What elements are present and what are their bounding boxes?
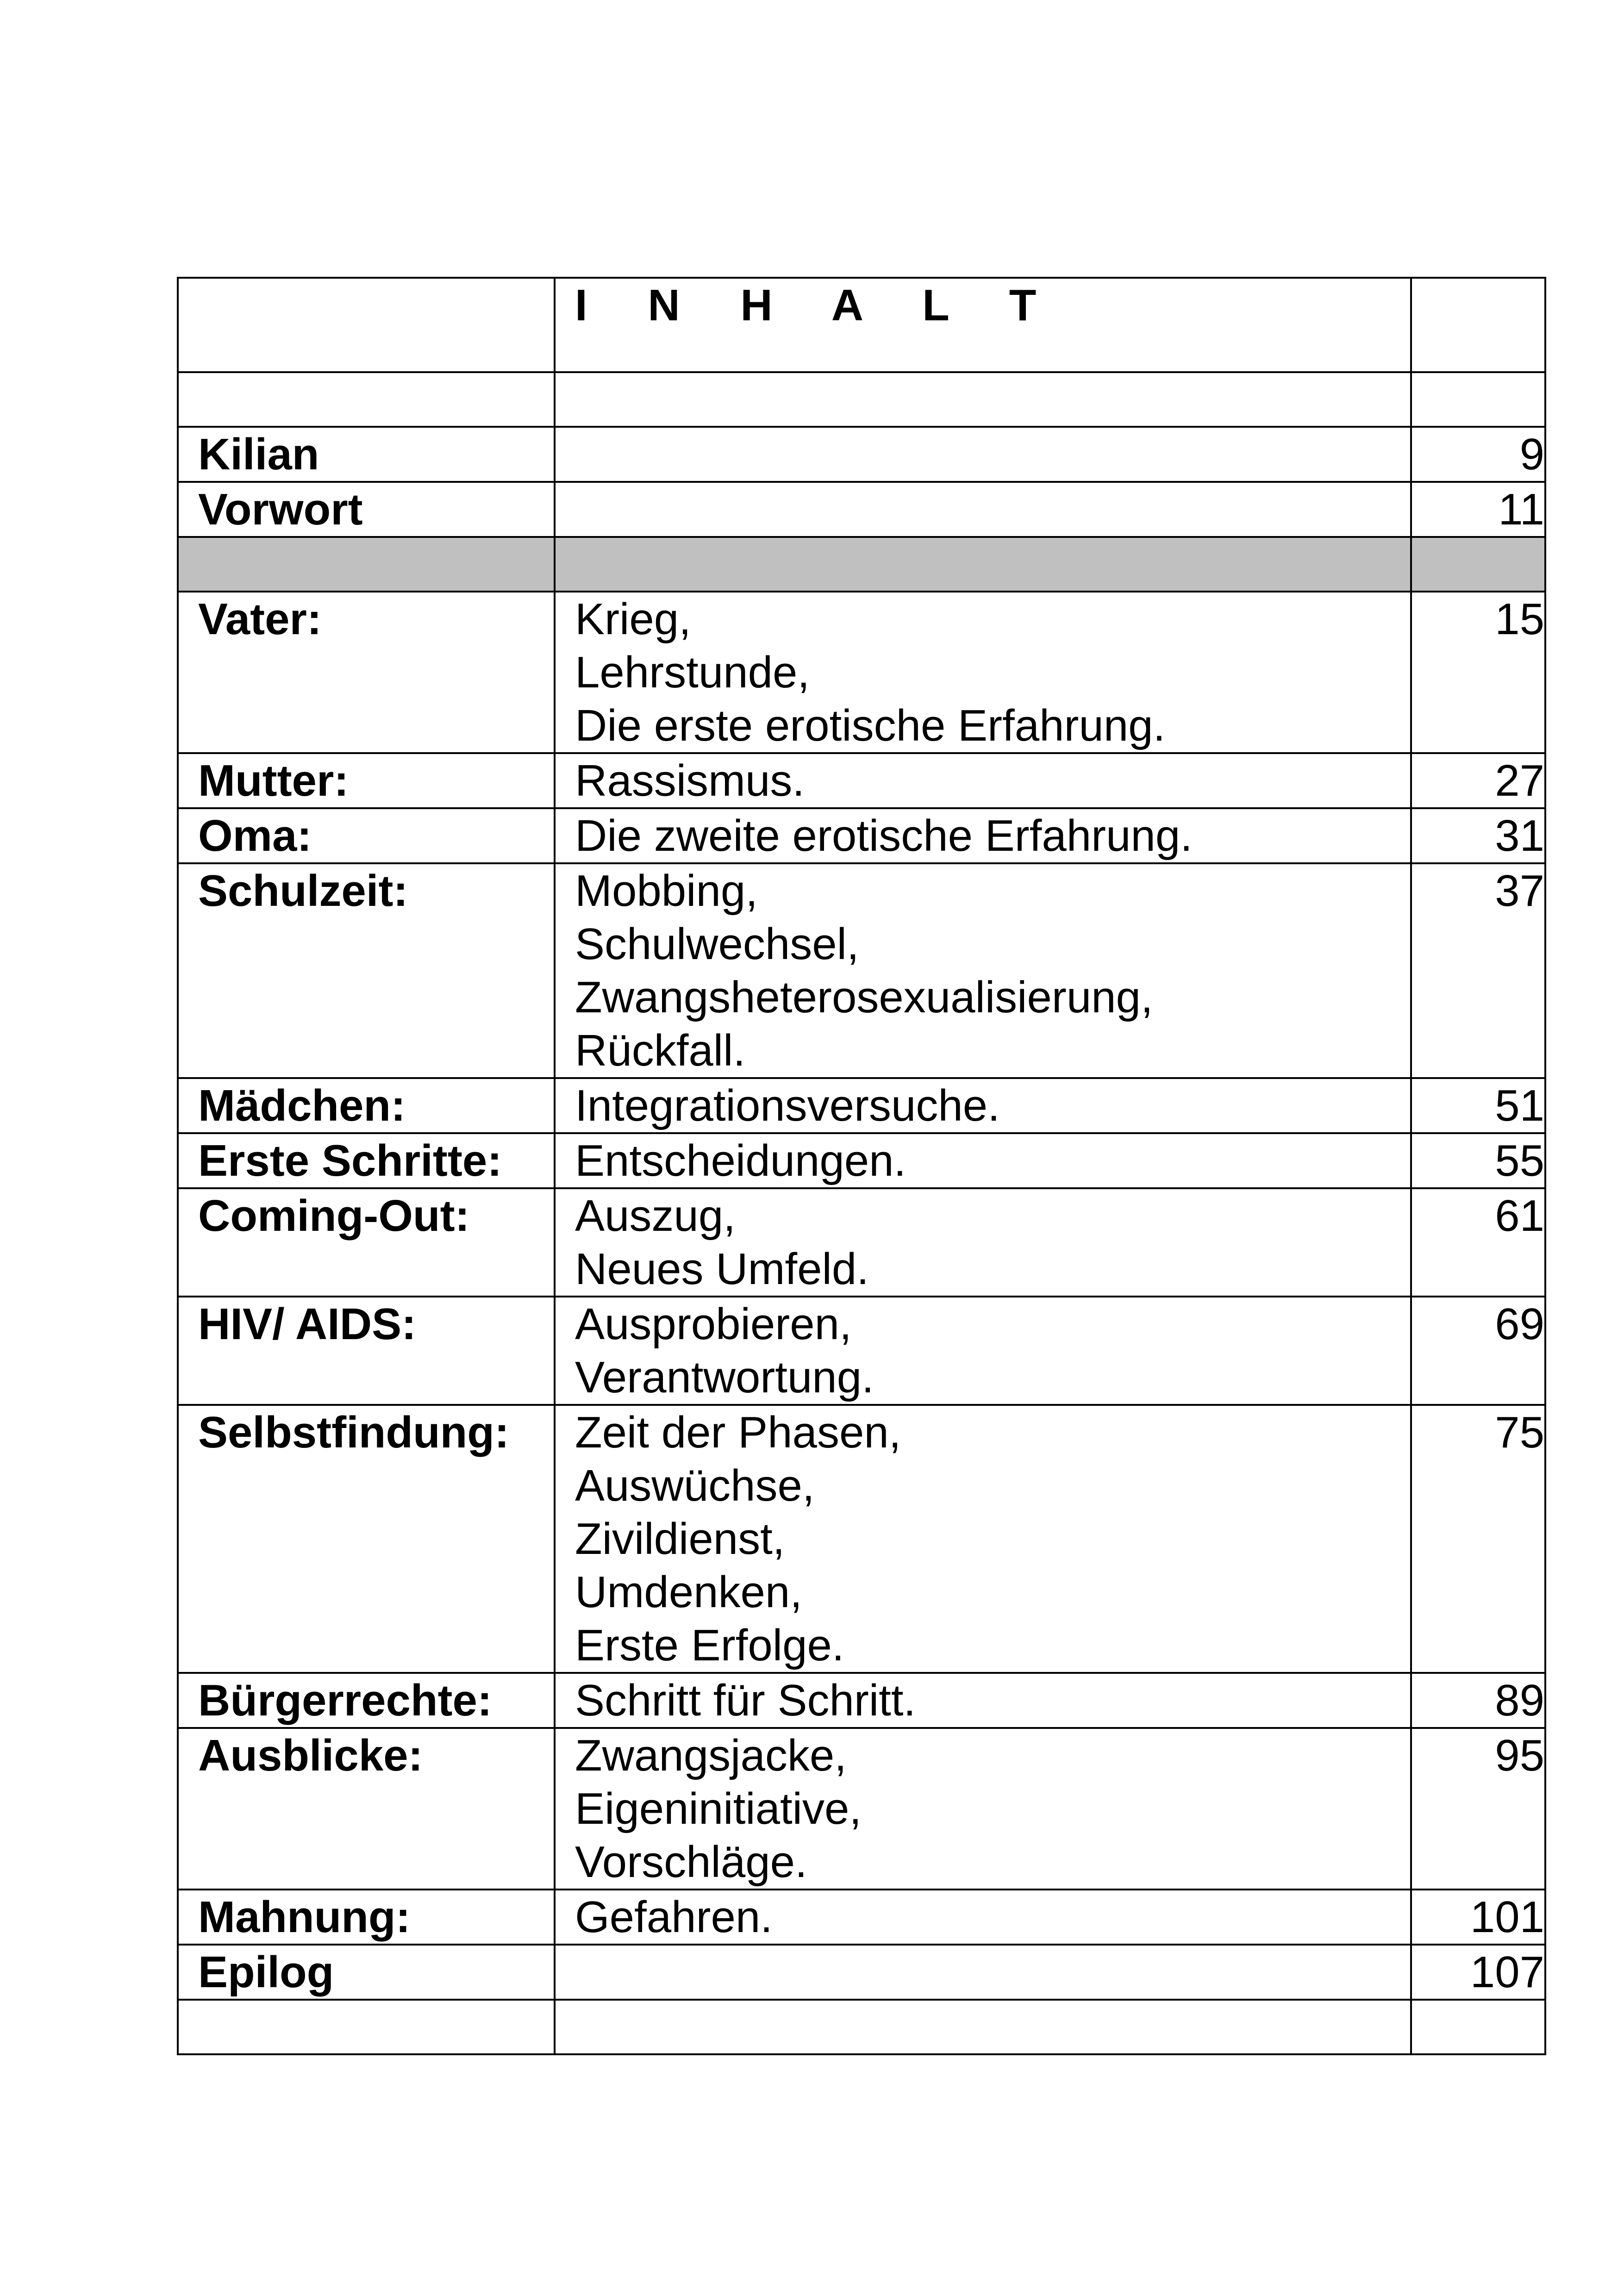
toc-topic: Gefahren.	[575, 1892, 773, 1942]
toc-topic: Zeit der Phasen,	[575, 1408, 901, 1457]
toc-chapter-label: Oma:	[178, 808, 555, 863]
toc-topic: Schritt für Schritt.	[575, 1676, 916, 1725]
toc-topics	[555, 1078, 1411, 1133]
toc-chapter-label: Kilian	[178, 427, 555, 482]
toc-chapter-label: Ausblicke:	[178, 1728, 555, 1890]
toc-row	[178, 808, 1545, 863]
toc-page-number: 51	[1411, 1078, 1545, 1133]
toc-row	[178, 1188, 1545, 1297]
title-row	[178, 278, 1545, 372]
toc-chapter-label: Mädchen:	[178, 1078, 555, 1133]
toc-row	[178, 427, 1545, 482]
trailing-empty-row	[178, 2000, 1545, 2054]
toc-topic: Auszug,	[575, 1191, 736, 1241]
toc-topics	[555, 1405, 1411, 1673]
toc-chapter-label: Coming-Out:	[178, 1188, 555, 1297]
toc-topic: Mobbing,	[575, 866, 758, 916]
toc-topic: Zivildienst,	[575, 1514, 785, 1564]
toc-topics	[555, 1728, 1411, 1890]
toc-page-number: 27	[1411, 753, 1545, 808]
toc-chapter-label: Bürgerrechte:	[178, 1673, 555, 1728]
toc-page-number: 61	[1411, 1188, 1545, 1297]
toc-page-number: 107	[1411, 1945, 1545, 2000]
toc-chapter-label: Epilog	[178, 1945, 555, 2000]
toc-topic: Schulwechsel,	[575, 919, 859, 969]
toc-page-number: 9	[1411, 427, 1545, 482]
toc-page-number: 55	[1411, 1133, 1545, 1188]
toc-topic: Eigeninitiative,	[575, 1784, 862, 1834]
toc-page-number: 89	[1411, 1673, 1545, 1728]
toc-topic: Umdenken,	[575, 1567, 802, 1617]
toc-topic: Erste Erfolge.	[575, 1621, 844, 1670]
toc-chapter-label: Mutter:	[178, 753, 555, 808]
toc-page-number: 75	[1411, 1405, 1545, 1673]
toc-row	[178, 1728, 1545, 1890]
toc-row	[178, 592, 1545, 753]
toc-topics	[555, 1673, 1411, 1728]
toc-row	[178, 1078, 1545, 1133]
toc-topics	[555, 1890, 1411, 1945]
spacer-row	[178, 372, 1545, 427]
toc-topics	[555, 808, 1411, 863]
toc-chapter-label: HIV/ AIDS:	[178, 1297, 555, 1405]
toc-topic: Zwangsheterosexualisierung,	[575, 973, 1153, 1022]
table-of-contents	[177, 277, 1546, 2055]
toc-topics	[555, 482, 1411, 537]
toc-page-number: 31	[1411, 808, 1545, 863]
toc-topic: Integrationsversuche.	[575, 1081, 1000, 1130]
toc-chapter-label: Erste Schritte:	[178, 1133, 555, 1188]
toc-page-number: 11	[1411, 482, 1545, 537]
toc-topics	[555, 1133, 1411, 1188]
toc-topic: Krieg,	[575, 594, 691, 644]
shaded-separator-row	[178, 537, 1545, 592]
title-blank-left	[178, 278, 555, 372]
toc-row	[178, 1405, 1545, 1673]
toc-row	[178, 1133, 1545, 1188]
toc-chapter-label: Mahnung:	[178, 1890, 555, 1945]
toc-topic: Rückfall.	[575, 1026, 746, 1075]
toc-topics	[555, 427, 1411, 482]
toc-row	[178, 863, 1545, 1078]
toc-topic: Neues Umfeld.	[575, 1244, 869, 1294]
toc-chapter-label: Vorwort	[178, 482, 555, 537]
toc-topic: Vorschläge.	[575, 1837, 807, 1887]
toc-row	[178, 1890, 1545, 1945]
toc-row	[178, 753, 1545, 808]
toc-row	[178, 1945, 1545, 2000]
toc-page-number: 37	[1411, 863, 1545, 1078]
toc-topic: Zwangsjacke,	[575, 1731, 847, 1780]
toc-topics	[555, 592, 1411, 753]
toc-page-number: 69	[1411, 1297, 1545, 1405]
toc-topic: Rassismus.	[575, 756, 805, 805]
toc-chapter-label: Schulzeit:	[178, 863, 555, 1078]
toc-page-number: 15	[1411, 592, 1545, 753]
toc-page-number: 95	[1411, 1728, 1545, 1890]
toc-topic: Entscheidungen.	[575, 1136, 906, 1185]
toc-topics	[555, 863, 1411, 1078]
toc-chapter-label: Vater:	[178, 592, 555, 753]
toc-row	[178, 1673, 1545, 1728]
toc-topic: Die zweite erotische Erfahrung.	[575, 811, 1193, 861]
page-title: I N H A L T	[555, 278, 1411, 372]
toc-row	[178, 1297, 1545, 1405]
toc-topics	[555, 1188, 1411, 1297]
toc-topics	[555, 1945, 1411, 2000]
toc-topic: Verantwortung.	[575, 1353, 874, 1402]
toc-chapter-label: Selbstfindung:	[178, 1405, 555, 1673]
toc-page-number: 101	[1411, 1890, 1545, 1945]
toc-topics	[555, 753, 1411, 808]
toc-topic: Lehrstunde,	[575, 648, 810, 697]
toc-row	[178, 482, 1545, 537]
toc-topic: Die erste erotische Erfahrung.	[575, 701, 1166, 750]
title-blank-right	[1411, 278, 1545, 372]
toc-topics	[555, 1297, 1411, 1405]
toc-topic: Ausprobieren,	[575, 1299, 852, 1349]
toc-topic: Auswüchse,	[575, 1461, 815, 1510]
